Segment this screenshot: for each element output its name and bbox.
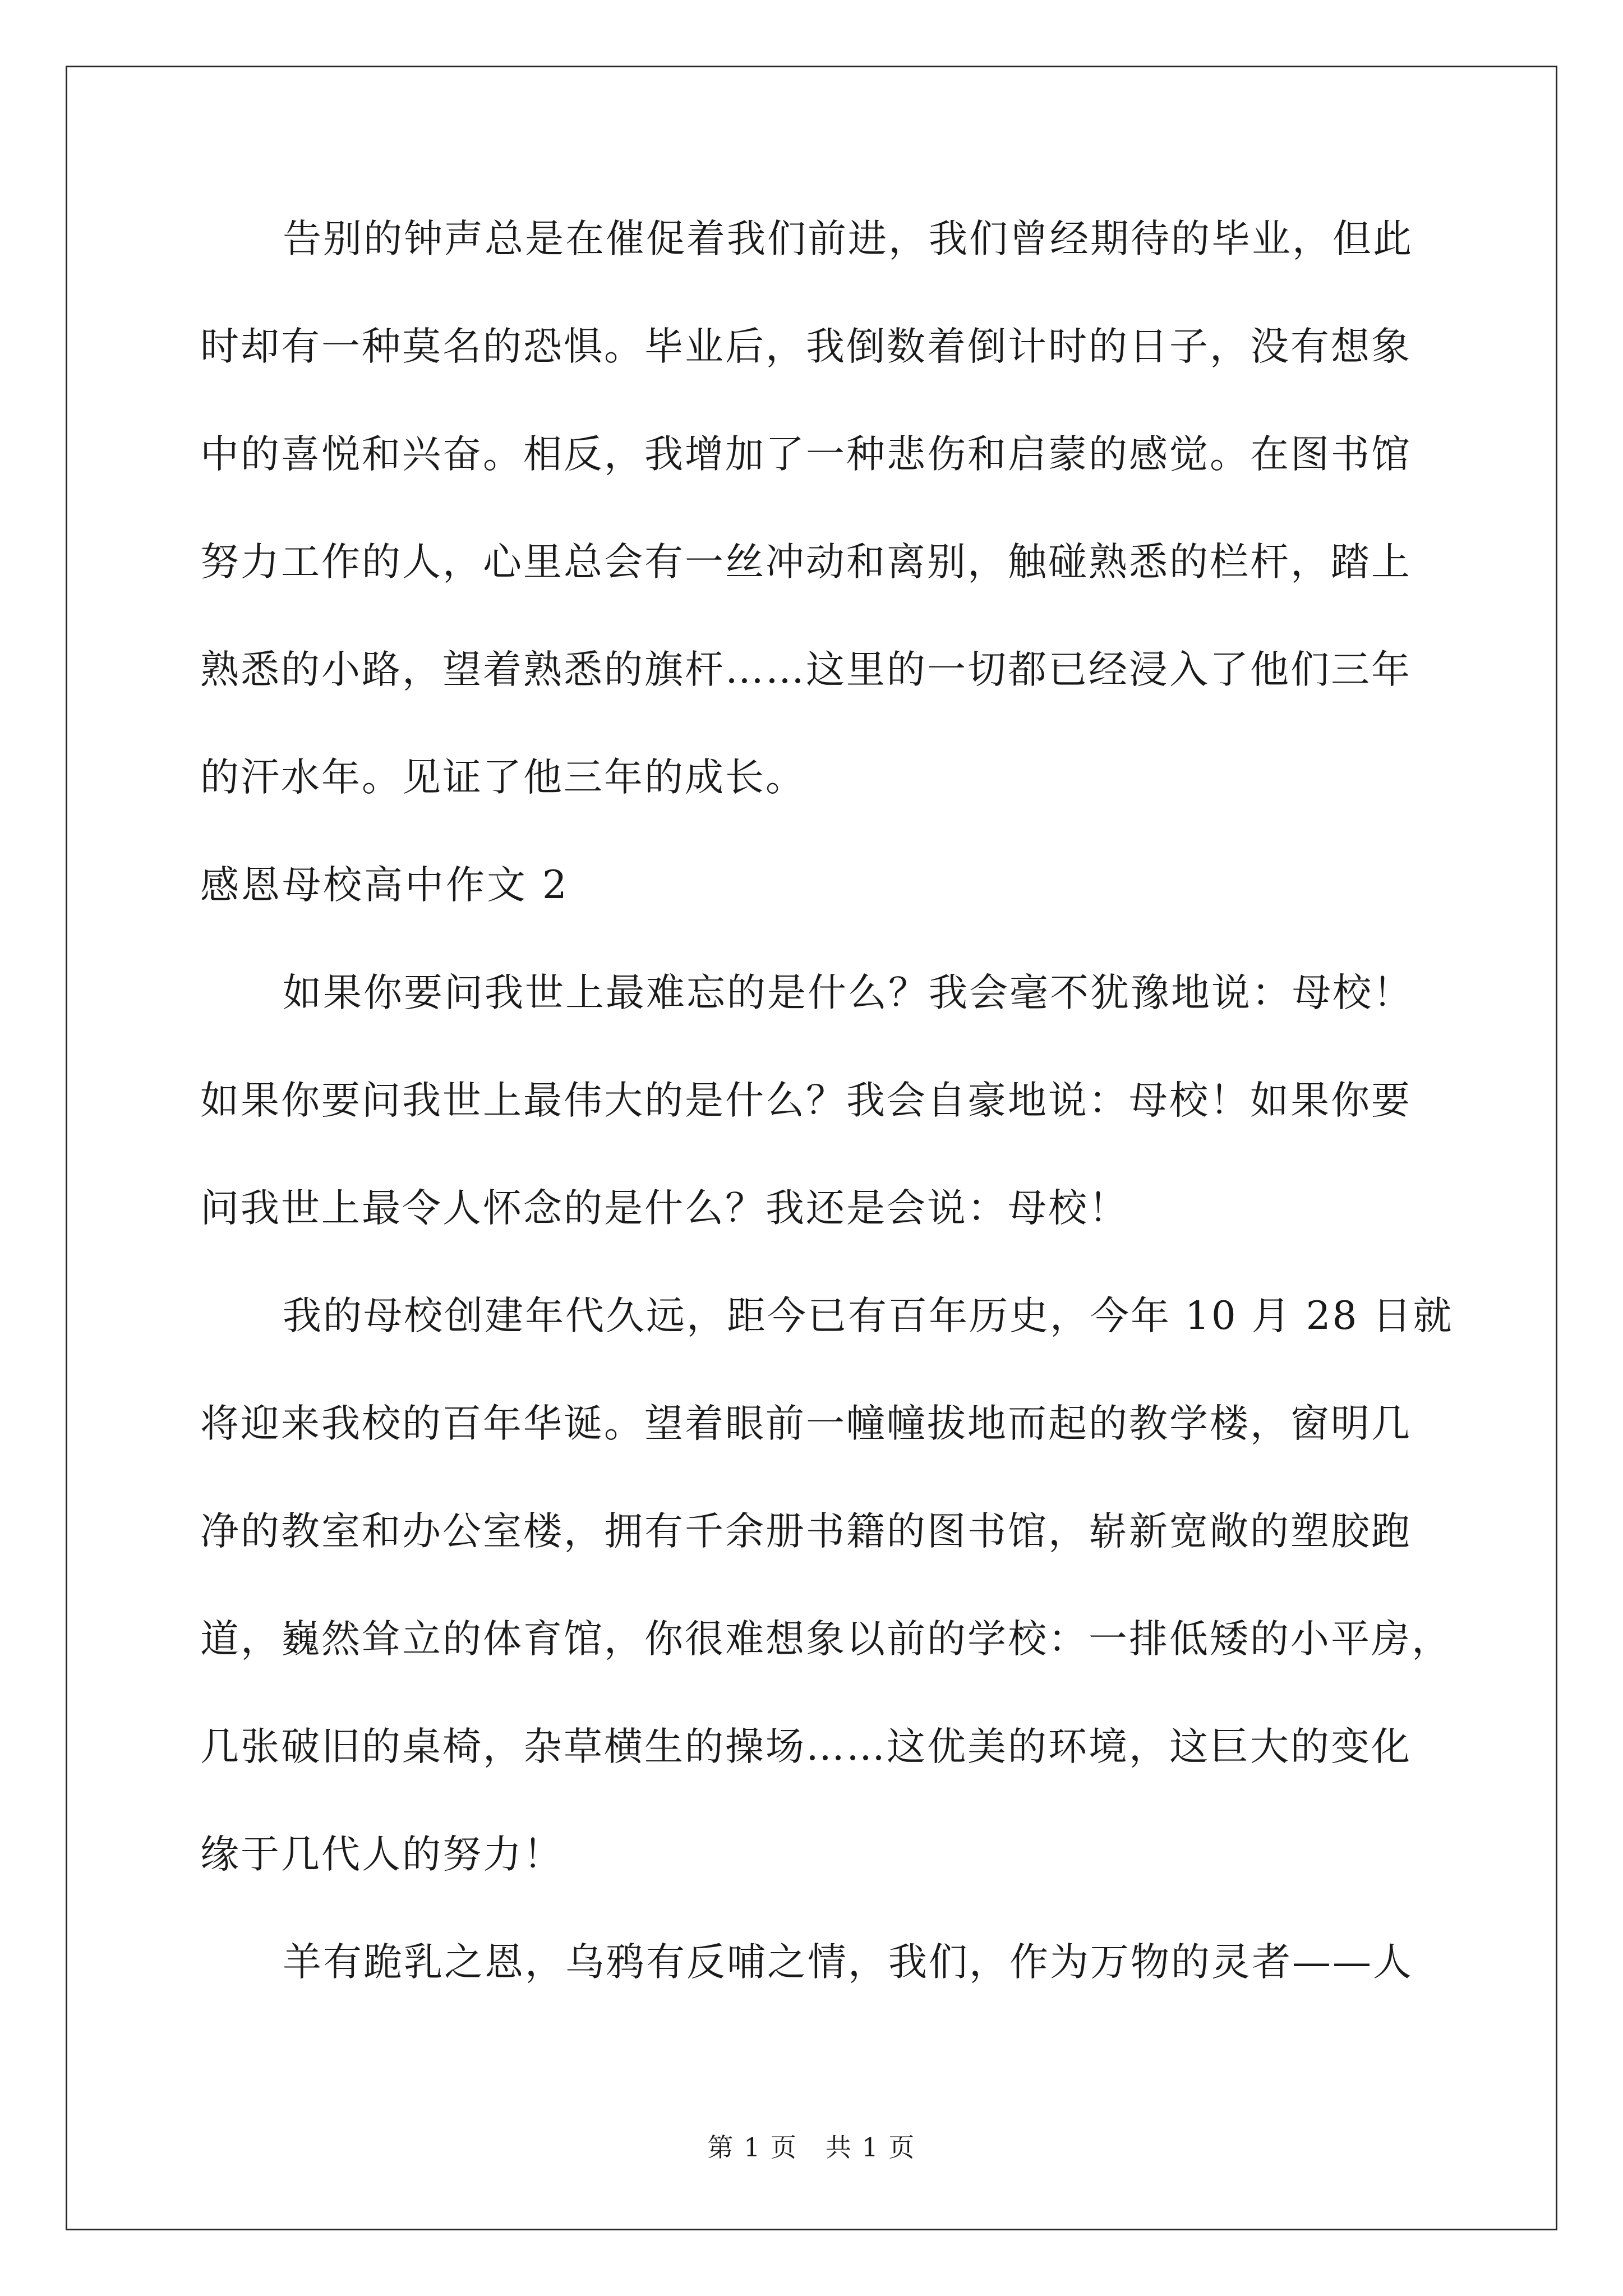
text-line: 道，巍然耸立的体育馆，你很难想象以前的学校：一排低矮的小平房， bbox=[200, 1617, 1452, 1662]
text-line: 缘于几代人的努力！ bbox=[200, 1832, 564, 1877]
text-line: 告别的钟声总是在催促着我们前进，我们曾经期待的毕业，但此 bbox=[283, 217, 1413, 261]
text-line: 将迎来我校的百年华诞。望着眼前一幢幢拔地而起的教学楼，窗明几 bbox=[200, 1401, 1412, 1446]
paragraph bbox=[200, 1940, 1434, 2051]
text-line: 羊有跪乳之恩，乌鸦有反哺之情，我们，作为万物的灵者——人 bbox=[283, 1940, 1413, 1985]
text-line: 中的喜悦和兴奋。相反，我增加了一种悲伤和启蒙的感觉。在图书馆 bbox=[200, 432, 1412, 477]
paragraph bbox=[200, 1294, 1454, 1943]
page-footer: 第 1 页 共 1 页 bbox=[707, 2132, 916, 2162]
document-body bbox=[200, 217, 1454, 2051]
text-line: 熟悉的小路，望着熟悉的旗杆……这里的一切都已经浸入了他们三年 bbox=[200, 647, 1412, 692]
section-heading: 感恩母校高中作文 2 bbox=[200, 863, 569, 908]
paragraph bbox=[200, 970, 1434, 1297]
text-line: 时却有一种莫名的恐惧。毕业后，我倒数着倒计时的日子，没有想象 bbox=[200, 324, 1412, 369]
text-line: 几张破旧的桌椅，杂草横生的操场……这优美的环境，这巨大的变化 bbox=[200, 1724, 1412, 1769]
text-line: 的汗水年。见证了他三年的成长。 bbox=[200, 755, 806, 800]
text-line: 如果你要问我世上最伟大的是什么？我会自豪地说：母校！如果你要 bbox=[200, 1078, 1412, 1123]
text-line: 我的母校创建年代久远，距今已有百年历史，今年 10 月 28 日就 bbox=[283, 1294, 1454, 1338]
text-line: 如果你要问我世上最难忘的是什么？我会毫不犹豫地说：母校！ bbox=[283, 970, 1413, 1015]
paragraph bbox=[200, 217, 1434, 866]
text-line: 净的教室和办公室楼，拥有千余册书籍的图书馆，崭新宽敞的塑胶跑 bbox=[200, 1509, 1412, 1554]
text-line: 问我世上最令人怀念的是什么？我还是会说：母校！ bbox=[200, 1186, 1129, 1231]
text-line: 努力工作的人，心里总会有一丝冲动和离别，触碰熟悉的栏杆，踏上 bbox=[200, 540, 1412, 585]
